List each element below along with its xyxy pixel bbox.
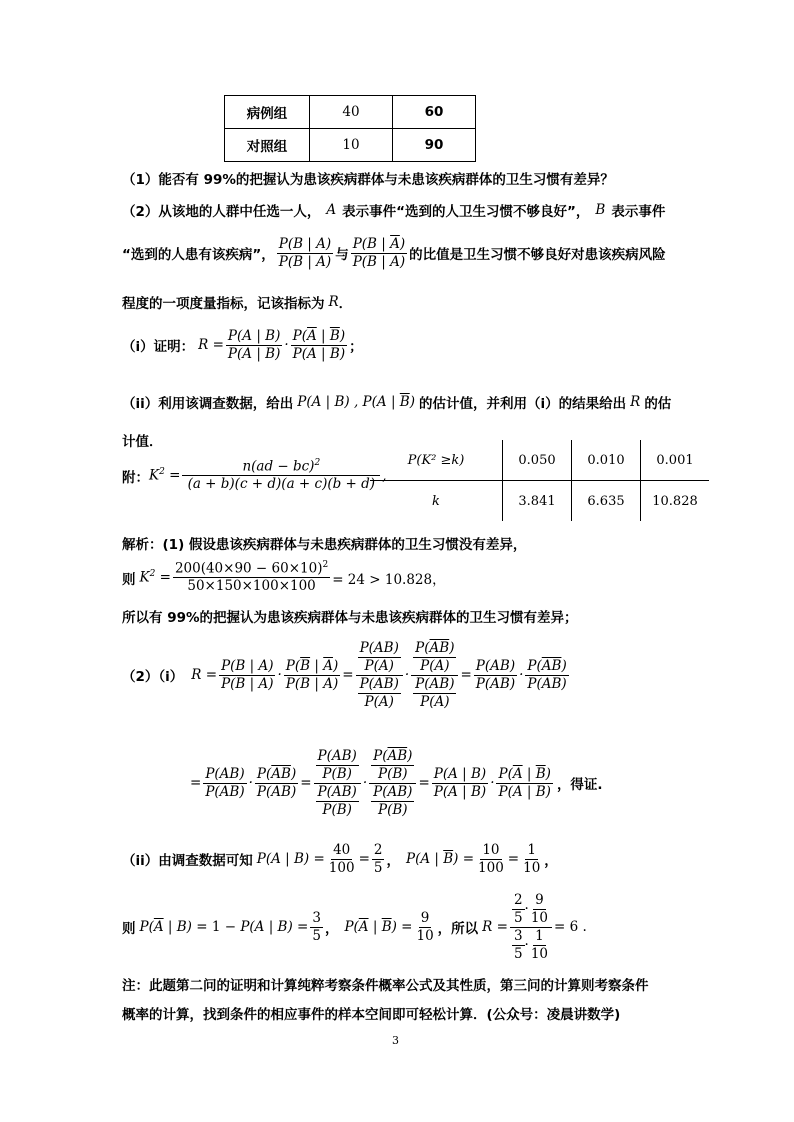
header-cell: P(K² ≥k) bbox=[370, 440, 503, 481]
text: （ii）由调查数据可知 bbox=[122, 853, 253, 870]
text: 表示事件 bbox=[611, 204, 666, 220]
solution-1-calc: 则 $K^2$ = $\frac{200(40\times 90 - 60\times 10)^2}{50\times 150\times 100\times 100}$ = 24 > 10.828， bbox=[122, 560, 446, 595]
page-number: 3 bbox=[392, 1034, 399, 1047]
text: 附： bbox=[122, 469, 149, 486]
cell: 3.841 bbox=[503, 481, 572, 522]
text: （2）从该地的人群中任选一人， bbox=[122, 204, 321, 220]
ratio-fraction-1: $\frac{P(B | A)}{P(\overline{B} | A)}$ bbox=[278, 236, 332, 270]
text: 的比值是卫生习惯不够良好对患该疾病风险 bbox=[409, 247, 666, 264]
text: 则 bbox=[122, 571, 136, 588]
cell: 40 bbox=[310, 96, 393, 129]
solution-1: 解析：(1) 假设患该疾病群体与未患疾病群体的卫生习惯没有差异， bbox=[122, 537, 527, 553]
cell: 60 bbox=[393, 96, 476, 129]
note-line-2: 概率的计算，找到条件的相应事件的样本空间即可轻松计算．(公众号：凌晨讲数学) bbox=[122, 1007, 621, 1023]
question-2-line-1 bbox=[122, 200, 665, 220]
text: 则 bbox=[122, 921, 136, 938]
ratio-fraction-2: $\frac{P(B | \overline{A})}{P(\overline{B} | \overline{A})}$ bbox=[352, 236, 406, 270]
symbol-r: R bbox=[328, 294, 339, 310]
solution-2-ii-line-1: （ii）由调查数据可知 P(A | B) = $\frac{40}{100}$ = $\frac{2}{5}$ ， P(A | $\overline{B}$) = $\frac{10}{100}$ = $\frac{1}{10}$ ， bbox=[122, 842, 558, 876]
question-2-ii-line-2: 计值． bbox=[122, 434, 163, 450]
text: “选到的人患有该疾病”， bbox=[122, 247, 275, 264]
row-label: 病例组 bbox=[225, 96, 310, 129]
cell: 6.635 bbox=[572, 481, 641, 522]
header-cell: k bbox=[370, 481, 503, 522]
question-2-i: （i）证明： R = $\frac{P(A | B)}{P(\overline{A} | B)}$ · $\frac{P(\overline{A} | \overline{B})}{P(A | \overline{B})}$ ； bbox=[122, 328, 363, 362]
text: （ii）利用该调查数据，给出 bbox=[122, 396, 294, 412]
question-2-line-2 bbox=[122, 236, 666, 271]
question-1: （1）能否有 99%的把握认为患该疾病群体与未患该疾病群体的卫生习惯有差异？ bbox=[122, 172, 614, 188]
event-b: B bbox=[595, 202, 606, 218]
table-row bbox=[370, 440, 709, 481]
text: （2）（i） bbox=[122, 669, 184, 686]
cell: 10.828 bbox=[652, 493, 698, 509]
cell: 0.001 bbox=[641, 440, 710, 481]
text: 的估 bbox=[644, 396, 672, 412]
solution-2-i-derivation-1: （2）（i） R = $\frac{P(B | A)}{P(\overline{B} | A)}$ · $\frac{P(\overline{B} | \overline{A})}{P(B | \overline{A})}$ = $\frac{\frac{P(AB)}{P(A)}}{\frac{P(A\overline{B})}{P(A)}}$ · $\frac{\frac{P(\overline{AB})}{P(\overline{A})}}{\frac{P(\overline{A}B)}{P(\overline{A})}}$ = $\frac{P(AB)}{P(A\overline{B})}$ · $\frac{P(\overline{AB})}{P(\overline{A}B)}$ bbox=[122, 640, 567, 710]
cell: 90 bbox=[393, 129, 476, 162]
text: ，所以 bbox=[437, 921, 479, 938]
table-row bbox=[225, 129, 476, 162]
row-label: 对照组 bbox=[225, 129, 310, 162]
critical-value-table bbox=[370, 440, 709, 521]
appendix-formula: 附： $K^2$ = $\frac{n(ad - bc)^2}{(a + b)(c + d)(a + c)(b + d)}$ , bbox=[122, 458, 387, 493]
symbol-r: R bbox=[630, 394, 641, 410]
solution-2-i-derivation-2: = $\frac{P(AB)}{P(\overline{A}B)}$ · $\frac{P(\overline{AB})}{P(A\overline{B})}$ = $\frac{\frac{P(AB)}{P(B)}}{\frac{P(\overline{A}B)}{P(B)}}$ · $\frac{\frac{P(\overline{AB})}{P(\overline{B})}}{\frac{P(A\overline{B})}{P(\overline{B})}}$ = $\frac{P(A | B)}{P(\overline{A} | B)}$ · $\frac{P(\overline{A} | \overline{B})}{P(A | \overline{B})}$ ，得证. bbox=[190, 748, 603, 818]
event-a: A bbox=[326, 202, 337, 218]
table-row bbox=[225, 96, 476, 129]
text: 的估计值，并利用（i）的结果给出 bbox=[419, 396, 627, 412]
text: （i）证明： bbox=[122, 339, 195, 356]
cell: 0.050 bbox=[503, 440, 572, 481]
table-row bbox=[370, 481, 709, 522]
question-2-line-3 bbox=[122, 292, 352, 312]
text: 程度的一项度量指标，记该指标为 bbox=[122, 296, 325, 312]
question-2-ii-line-1: （ii）利用该调查数据，给出 P(A | B) , P(A | $\overline{B}$) 的估计值，并利用（i）的结果给出 R 的估 bbox=[122, 394, 672, 412]
text: ． bbox=[338, 296, 353, 312]
text: = 24 > 10.828， bbox=[332, 571, 446, 588]
note-line-1: 注：此题第二问的证明和计算纯粹考察条件概率公式及其性质，第三问的计算则考察条件 bbox=[122, 978, 649, 994]
case-control-table bbox=[224, 95, 476, 162]
solution-1-conclusion: 所以有 99%的把握认为患该疾病群体与未患该疾病群体的卫生习惯有差异； bbox=[122, 610, 578, 626]
cell: 0.010 bbox=[572, 440, 641, 481]
cell: 10 bbox=[310, 129, 393, 162]
text: ，得证. bbox=[556, 777, 603, 794]
text: 表示事件“选到的人卫生习惯不够良好”， bbox=[342, 204, 590, 220]
solution-2-ii-line-2: 则 $P(\overline{A}$ | B) = 1 − P(A | B) = $\frac{3}{5}$ ， $P(\overline{A}$ | $\overline{B}$) = $\frac{9}{10}$ ，所以 R = $\frac{2}{5}$ · $\frac{9}{10}$ $\frac{3}{5}$ · $\frac{1}{10}$ = 6 . bbox=[122, 892, 587, 962]
text: 与 bbox=[335, 247, 349, 264]
